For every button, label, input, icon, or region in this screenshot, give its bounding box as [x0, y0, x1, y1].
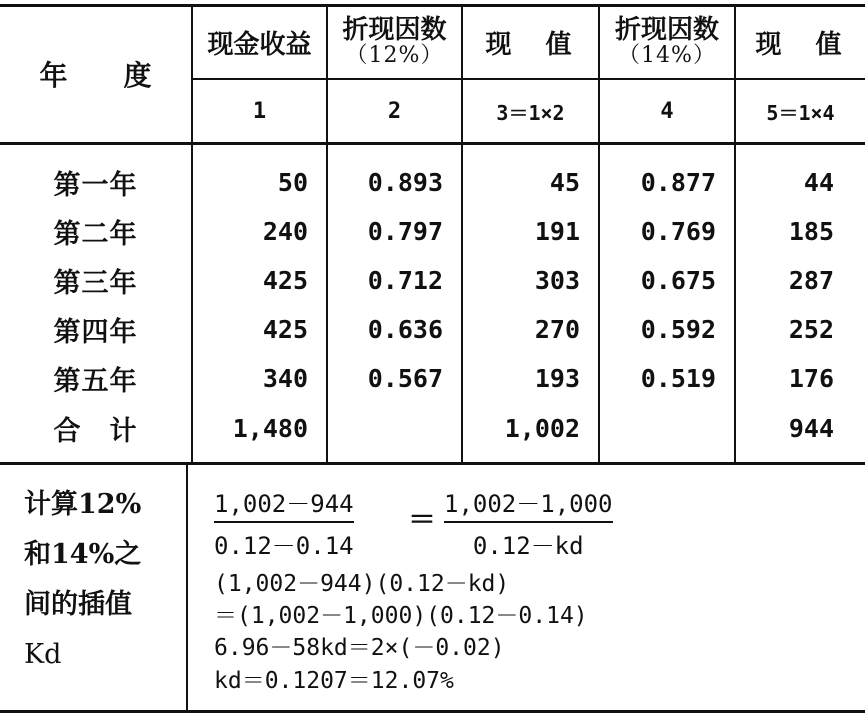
col-index-5: 5＝1×4 [766, 100, 835, 125]
fraction-right-numerator: 1,002－1,000 [444, 490, 613, 518]
calc-step-4: kd＝0.1207＝12.07% [214, 668, 454, 694]
header-discount-14-rate: （14%） [618, 43, 716, 69]
bottom-rule [0, 710, 865, 713]
header-year: 年 度 [39, 59, 152, 92]
row-year: 第三年 [53, 267, 138, 299]
interpolation-label-line-2: 和14%之 [24, 539, 142, 570]
interpolation-label-line-1: 计算12% [24, 489, 142, 520]
row-discount-12: 0.893 [367, 167, 443, 197]
fraction-left [214, 484, 354, 561]
row-discount-14: 0.519 [640, 363, 716, 393]
total-label: 合 计 [53, 415, 138, 447]
header-present-value-12: 现 值 [485, 29, 576, 60]
interpolation-label [24, 480, 184, 680]
fraction-equals-sign: ＝ [408, 503, 437, 536]
header-discount-14 [600, 6, 734, 78]
header-cash-income: 现金收益 [207, 29, 312, 60]
calc-step-1: (1,002－944)(0.12－kd) [214, 571, 510, 597]
header-discount-12-main: 折现因数 [342, 14, 447, 45]
calc-divider [186, 464, 188, 711]
row-present-value-14: 252 [788, 314, 834, 344]
fraction-right-denominator: 0.12－kd [472, 532, 584, 560]
fraction-right [444, 484, 613, 561]
row-discount-12: 0.712 [367, 265, 443, 295]
fraction-right-bar [444, 521, 613, 523]
fraction-left-numerator: 1,002－944 [214, 490, 354, 518]
row-present-value-12: 193 [534, 363, 580, 393]
row-discount-12: 0.797 [367, 216, 443, 246]
row-discount-12: 0.567 [367, 363, 443, 393]
calc-step-3: 6.96－58kd＝2×(－0.02) [214, 635, 505, 661]
total-pv-12: 1,002 [504, 413, 580, 443]
row-present-value-14: 176 [788, 363, 834, 393]
row-present-value-14: 185 [788, 216, 834, 246]
interpolation-label-line-4: Kd [24, 639, 62, 670]
row-present-value-12: 191 [534, 216, 580, 246]
row-cash-income: 425 [262, 314, 308, 344]
row-discount-14: 0.877 [640, 167, 716, 197]
row-year: 第五年 [53, 365, 138, 397]
fraction-left-bar [214, 521, 354, 523]
row-year: 第四年 [53, 316, 138, 348]
fraction-left-denominator: 0.12－0.14 [214, 532, 354, 560]
col-index-3: 3＝1×2 [496, 100, 565, 125]
col-index-2: 2 [387, 98, 402, 124]
header-present-value-14: 现 值 [755, 29, 846, 60]
interpolation-label-line-3: 间的插值 [24, 589, 132, 620]
calc-step-2: ＝(1,002－1,000)(0.12－0.14) [214, 603, 588, 629]
total-cash: 1,480 [232, 413, 308, 443]
header-discount-12-rate: （12%） [345, 43, 444, 69]
row-year: 第二年 [53, 218, 138, 250]
row-cash-income: 425 [262, 265, 308, 295]
row-cash-income: 50 [277, 167, 308, 197]
row-cash-income: 340 [262, 363, 308, 393]
row-present-value-12: 270 [534, 314, 580, 344]
row-present-value-12: 303 [534, 265, 580, 295]
header-discount-12 [328, 6, 461, 78]
row-discount-12: 0.636 [367, 314, 443, 344]
row-cash-income: 240 [262, 216, 308, 246]
col-index-4: 4 [660, 98, 674, 124]
row-discount-14: 0.769 [640, 216, 716, 246]
col-index-1: 1 [252, 98, 267, 124]
row-present-value-14: 44 [803, 167, 834, 197]
row-discount-14: 0.592 [640, 314, 716, 344]
row-present-value-14: 287 [788, 265, 834, 295]
header-discount-14-main: 折现因数 [614, 14, 719, 45]
row-discount-14: 0.675 [640, 265, 716, 295]
row-present-value-12: 45 [549, 167, 580, 197]
total-pv-14: 944 [788, 413, 834, 443]
row-year: 第一年 [53, 169, 138, 201]
